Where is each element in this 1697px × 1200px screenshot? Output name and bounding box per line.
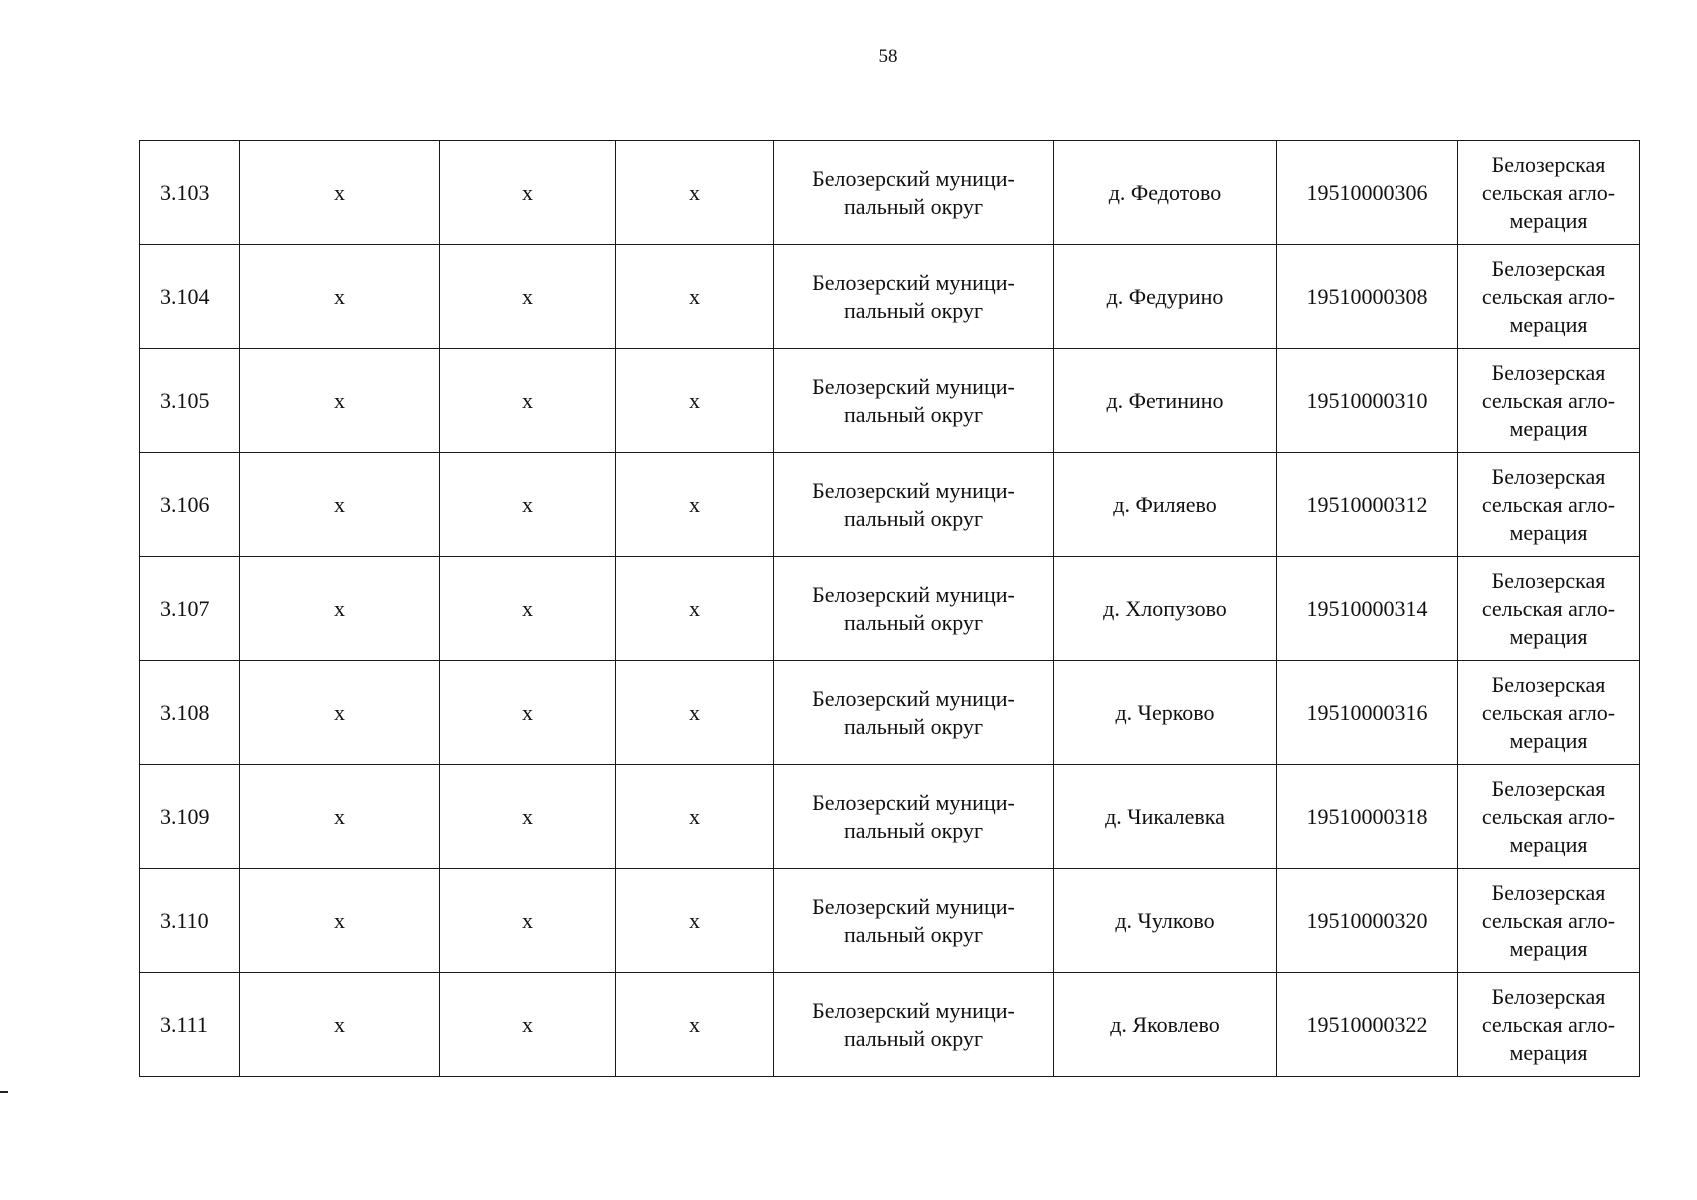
table-row [140,453,1640,557]
code-cell: 19510000308 [1277,245,1458,349]
district-cell: Белозерский муници-пальный округ [774,349,1054,453]
row-number-cell: 3.106 [140,453,240,557]
locality-cell: д. Чикалевка [1054,765,1277,869]
table-row [140,557,1640,661]
district-cell: Белозерский муници-пальный округ [774,973,1054,1077]
column-3-cell: x [440,245,616,349]
agglomeration-cell: Белозерская сельская агло-мерация [1458,557,1640,661]
table-row [140,349,1640,453]
locality-cell: д. Фетинино [1054,349,1277,453]
locality-cell: д. Чулково [1054,869,1277,973]
table-body [140,141,1640,1077]
table-row [140,765,1640,869]
district-cell: Белозерский муници-пальный округ [774,557,1054,661]
column-3-cell: x [440,141,616,245]
district-cell: Белозерский муници-пальный округ [774,661,1054,765]
column-3-cell: x [440,453,616,557]
column-2-cell: x [240,141,440,245]
column-4-cell: x [616,141,774,245]
column-4-cell: x [616,453,774,557]
column-4-cell: x [616,245,774,349]
column-2-cell: x [240,245,440,349]
column-3-cell: x [440,557,616,661]
locality-cell: д. Федурино [1054,245,1277,349]
column-4-cell: x [616,557,774,661]
agglomeration-cell: Белозерская сельская агло-мерация [1458,661,1640,765]
locality-cell: д. Черково [1054,661,1277,765]
row-number-cell: 3.107 [140,557,240,661]
column-3-cell: x [440,765,616,869]
code-cell: 19510000320 [1277,869,1458,973]
code-cell: 19510000306 [1277,141,1458,245]
column-2-cell: x [240,557,440,661]
agglomeration-cell: Белозерская сельская агло-мерация [1458,349,1640,453]
locality-cell: д. Федотово [1054,141,1277,245]
code-cell: 19510000316 [1277,661,1458,765]
registry-table [139,140,1640,1077]
agglomeration-cell: Белозерская сельская агло-мерация [1458,869,1640,973]
locality-cell: д. Яковлево [1054,973,1277,1077]
table-row [140,661,1640,765]
locality-cell: д. Филяево [1054,453,1277,557]
agglomeration-cell: Белозерская сельская агло-мерация [1458,141,1640,245]
code-cell: 19510000322 [1277,973,1458,1077]
table-row [140,141,1640,245]
row-number-cell: 3.105 [140,349,240,453]
row-number-cell: 3.109 [140,765,240,869]
code-cell: 19510000314 [1277,557,1458,661]
district-cell: Белозерский муници-пальный округ [774,453,1054,557]
column-2-cell: x [240,661,440,765]
column-2-cell: x [240,453,440,557]
table-row [140,245,1640,349]
code-cell: 19510000310 [1277,349,1458,453]
district-cell: Белозерский муници-пальный округ [774,141,1054,245]
row-number-cell: 3.110 [140,869,240,973]
column-3-cell: x [440,973,616,1077]
agglomeration-cell: Белозерская сельская агло-мерация [1458,973,1640,1077]
column-3-cell: x [440,661,616,765]
agglomeration-cell: Белозерская сельская агло-мерация [1458,765,1640,869]
row-number-cell: 3.108 [140,661,240,765]
column-3-cell: x [440,869,616,973]
locality-cell: д. Хлопузово [1054,557,1277,661]
column-4-cell: x [616,869,774,973]
code-cell: 19510000312 [1277,453,1458,557]
column-4-cell: x [616,661,774,765]
column-3-cell: x [440,349,616,453]
agglomeration-cell: Белозерская сельская агло-мерация [1458,453,1640,557]
column-2-cell: x [240,765,440,869]
column-2-cell: x [240,973,440,1077]
row-number-cell: 3.104 [140,245,240,349]
agglomeration-cell: Белозерская сельская агло-мерация [1458,245,1640,349]
page-number: 58 [878,46,898,67]
district-cell: Белозерский муници-пальный округ [774,245,1054,349]
district-cell: Белозерский муници-пальный округ [774,869,1054,973]
column-2-cell: x [240,869,440,973]
margin-dash [0,1091,8,1093]
column-4-cell: x [616,349,774,453]
row-number-cell: 3.103 [140,141,240,245]
table-row [140,973,1640,1077]
district-cell: Белозерский муници-пальный округ [774,765,1054,869]
column-4-cell: x [616,765,774,869]
row-number-cell: 3.111 [140,973,240,1077]
table-row [140,869,1640,973]
column-4-cell: x [616,973,774,1077]
code-cell: 19510000318 [1277,765,1458,869]
column-2-cell: x [240,349,440,453]
